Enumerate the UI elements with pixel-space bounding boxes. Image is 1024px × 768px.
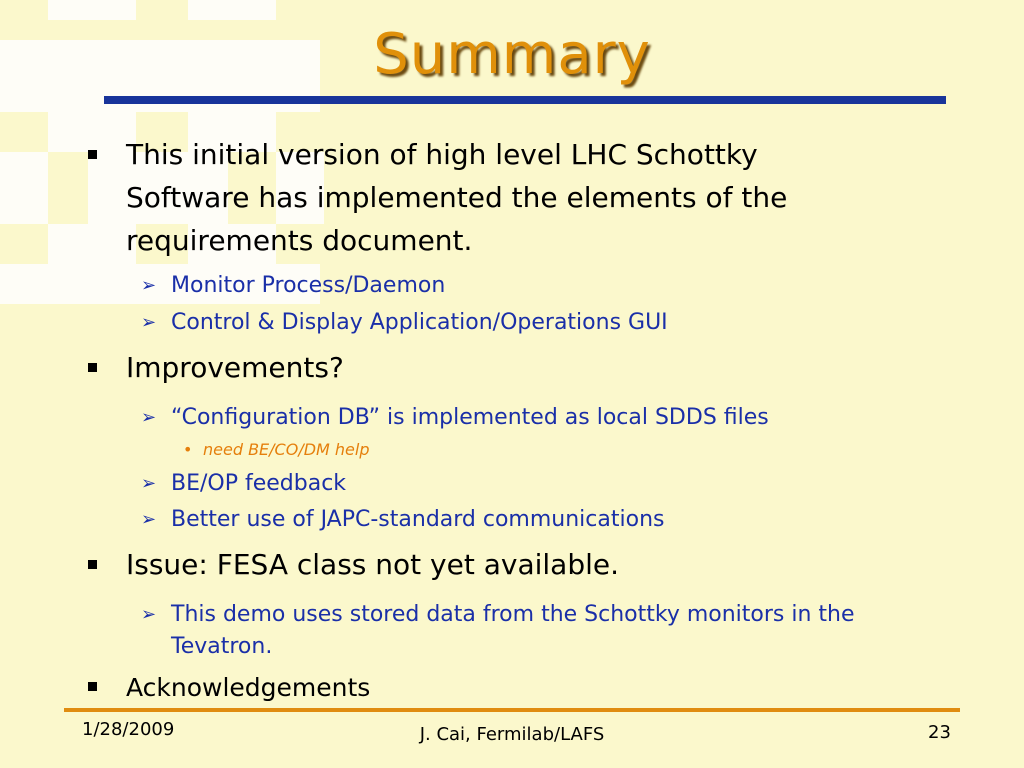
bullet-text: Improvements? [126, 351, 344, 384]
square-bullet-icon [88, 682, 97, 691]
bullet-item [126, 543, 619, 586]
arrow-bullet-icon: ➢ [141, 509, 157, 530]
bullet-item [126, 666, 370, 709]
dot-bullet-icon: • [183, 440, 193, 459]
footer-author: J. Cai, Fermilab/LAFS [419, 724, 605, 745]
sub-bullet-item [141, 504, 665, 536]
bullet-item [126, 346, 344, 389]
arrow-bullet-icon: ➢ [141, 604, 157, 625]
footer-date: 1/28/2009 [82, 719, 175, 740]
sub-bullet-text: Control & Display Application/Operations GUI [171, 310, 668, 335]
arrow-bullet-icon: ➢ [141, 407, 157, 428]
arrow-bullet-icon: ➢ [141, 312, 157, 333]
sub-bullet-text-line: Tevatron. [171, 634, 273, 659]
slide-title: Summary [373, 22, 651, 87]
square-bullet-icon [88, 560, 97, 569]
bullet-text-line: Software has implemented the elements of the [126, 181, 788, 214]
sub-bullet-item [141, 307, 668, 339]
bullet-text-line: requirements document. [126, 224, 473, 257]
bullet-text: Acknowledgements [126, 673, 371, 702]
square-bullet-icon [88, 150, 97, 159]
sub-bullet-text: BE/OP feedback [171, 471, 347, 496]
sub-bullet-text: “Configuration DB” is implemented as local SDDS files [171, 405, 769, 430]
footer-rule [64, 708, 960, 712]
bullet-item [126, 133, 787, 262]
bullet-text-line: This initial version of high level LHC Schottky [126, 138, 758, 171]
footer-page-number: 23 [928, 722, 951, 743]
sub-bullet-item [141, 599, 855, 663]
third-level-bullet-item [183, 439, 370, 461]
sub-bullet-text-line: This demo uses stored data from the Schottky monitors in the [171, 602, 855, 627]
arrow-bullet-icon: ➢ [141, 275, 157, 296]
sub-bullet-item [141, 270, 446, 302]
square-bullet-icon [88, 363, 97, 372]
sub-bullet-text: Monitor Process/Daemon [171, 273, 446, 298]
sub-bullet-item [141, 402, 769, 434]
third-level-bullet-text: need BE/CO/DM help [203, 440, 370, 459]
arrow-bullet-icon: ➢ [141, 473, 157, 494]
sub-bullet-item [141, 468, 347, 500]
sub-bullet-text: Better use of JAPC-standard communications [171, 507, 665, 532]
bullet-text: Issue: FESA class not yet available. [126, 548, 620, 581]
